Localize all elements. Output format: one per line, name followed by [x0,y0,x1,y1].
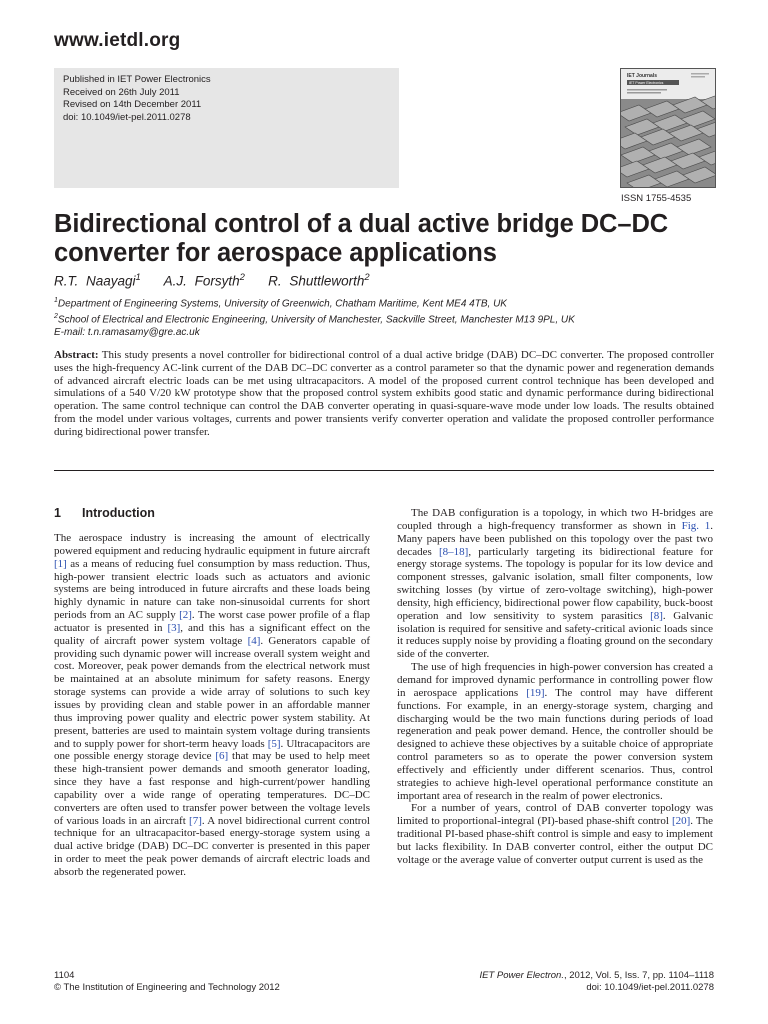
paragraph-text: . The worst case power profile of a flap actuator is presented in [54,609,370,634]
affiliation-1: $^1$Department of Engineering Systems, University of Greenwich, Chatham Maritime, Kent ME4 4TB, UK [54,297,507,310]
reference-link[interactable]: [7] [189,814,202,827]
paragraph-text: . A novel bidirectional current control technique for an ultracapacitor-based energy-storage system using a dual active bridge (DAB) DC–DC converter is presented in this paper in order to meet the peak power demands of aircraft electric loads and absorb the regenerated power. [54,814,370,878]
footer-right [480,970,715,994]
received-date: Received on 26th July 2011 [63,86,180,98]
citation [480,970,715,982]
publication-info-box [54,68,399,188]
author-affiliation-mark: 2 [239,272,245,283]
abstract-text: This study presents a novel controller for bidirectional control of a dual active bridge (DAB) DC–DC converter. The proposed controller uses the high-frequency AC-link current of the DAB DC–DC converter as a control parameter so that the dynamic power and regeneration demands of advanced aircraft electric loads can be met using ultracapacitors. A model of the proposed current control technique has been developed and simulations of a 540 V/20 kW prototype show that the proposed control system exhibits good static and dynamic performance during bidirectional operation. The same control technique can control the DAB converter operating in quasi-square-wave mode under low loads. The results obtained from the model under various voltages, currents and power transients verify converter operation and validate the proposed controller performance during bidirectional power transfer. [54,349,714,438]
paragraph-text: The aerospace industry is increasing the amount of electrically powered equipment and reducing hydraulic equipment in future aircraft [54,532,370,557]
author-email[interactable]: E-mail: t.n.ramasamy@gre.ac.uk [54,327,200,339]
reference-link[interactable]: [1] [54,557,67,570]
paragraph [397,802,713,866]
paragraph-text: . The control may have different functions. For example, in an energy-storage system, charging and discharging would be the two main functions during periods of load regeneration and peak power demand. Hence, the controller should be designed to achieve these objectives by a suitable choice of appropriate control parameters so as to operate the power conversion system effectively and efficiently under different scenarios. Thus, control strategies to achieve high-level operational performance constitute an important area of research in the realm of power electronics. [397,686,713,802]
reference-link[interactable]: [8–18] [438,545,469,558]
reference-link[interactable]: [8] [650,609,663,622]
paragraph-text: , particularly targeting its bidirectional feature for energy storage systems. The topology is popular for its low device and component stresses, galvanic isolation, small filter components, low switching losses (by virtue of zero-voltage switching), high-power density, high efficiency, bidirectional power flow capability, buck-boost operation and low sensitivity to system parasitics [397,545,714,622]
paragraph [54,532,370,879]
author-name: R.T. Naayagi [54,273,136,289]
author-list [54,272,370,289]
section-title: Introduction [82,506,155,520]
reference-link[interactable]: Fig. 1 [681,519,711,532]
paragraph-text: . Galvanic isolation is required for sensitive and safety-critical avionic loads since it reduces supply noise by providing a floating ground on the secondary side of the converter. [397,609,713,661]
article-title: Bidirectional control of a dual active bridge DC–DC converter for aerospace applications [54,210,669,267]
publication-info [63,74,211,124]
footer-left [54,970,280,994]
paragraph-text: . Generators capable of providing such dynamic power will increase overall system weight and cost. Moreover, peak power demands from the electrical network must be maintained at an absolute minimum for safety reasons. Energy storage systems can provide a wide array of solutions to such key issues by providing clean and stable power in an affordable manner thus improving power quality and electric power system stability. At present, batteries are used to maintain system voltage during transients and to supply power for short-term heavy loads [54,634,370,750]
paragraph-text: For a number of years, control of DAB converter topology was limited to proportional-integral (PI)-based phase-shift control [397,802,713,828]
paragraph-text: as a means of reducing fuel consumption by mass reduction. Thus, high-power transient electric loads such as actuators and avionic systems are being introduced in future aircrafts and these loads being highly dynamic in nature can take non-sinusoidal currents for short periods from an AC supply [54,557,370,622]
copyright: © The Institution of Engineering and Technology 2012 [54,982,280,993]
body-column-left [54,532,370,879]
section-heading [54,506,155,520]
paragraph-text: . Ultracapacitors are one possible energy storage device [54,737,370,763]
author-affiliation-mark: 1 [135,272,141,283]
paragraph [397,661,713,802]
published-in: Published in IET Power Electronics [63,74,211,85]
doi-header[interactable]: doi: 10.1049/iet-pel.2011.0278 [63,111,191,123]
affiliations [54,295,575,340]
journal-abbrev: IET Power Electron. [479,970,564,981]
affiliation-2: $^2$School of Electrical and Electronic Engineering, University of Manchester, Sackville Street, Manchester M13 9PL, UK [54,313,575,326]
reference-link[interactable]: [5] [267,737,281,750]
author-name: A.J. Forsyth [163,273,240,289]
page-number: 1104 [54,970,75,981]
issn: ISSN 1755-4535 [621,193,692,204]
journal-cover-image [620,68,716,188]
citation-details: , 2012, Vol. 5, Iss. 7, pp. 1104–1118 [563,970,714,981]
site-url[interactable]: www.ietdl.org [54,30,181,51]
body-column-right [397,507,713,867]
reference-link[interactable]: [3] [167,621,181,634]
reference-link[interactable]: [4] [247,634,261,647]
paragraph-text: , and this has a significant effect on the quality of aircraft power system voltage [54,621,370,647]
reference-link[interactable]: [20] [671,815,691,828]
author-affiliation-mark: 2 [364,272,370,283]
paragraph [397,507,713,661]
paragraph-text: that may be used to help meet these high-transient power demands and smooth generator loading, since they have a fast response and high-current/power handling capability over a wide range of operating temperatures. DC–DC converters are often used to transfer power between the voltage levels of various loads in an aircraft [54,750,370,827]
doi-footer[interactable]: doi: 10.1049/iet-pel.2011.0278 [586,982,714,993]
reference-link[interactable]: [19] [526,686,545,699]
paragraph-text: The DAB configuration is a topology, in which two H-bridges are coupled through a high-frequency transformer as shown in [397,507,713,532]
section-number: 1 [54,506,61,520]
section-divider [54,470,714,471]
revised-date: Revised on 14th December 2011 [63,99,202,111]
paragraph-text: The use of high frequencies in high-power conversion has created a demand for improved dynamic performance in controlling power flow in aerospace applications [397,661,713,699]
cover-illustration [621,69,715,187]
reference-link[interactable]: [6] [215,750,229,763]
cover-journal: IET Power Electronics [629,81,664,85]
cover-brand: IET Journals [627,73,658,79]
reference-link[interactable]: [2] [179,609,192,622]
abstract-label: Abstract: [54,349,99,361]
author-name: R. Shuttleworth [268,273,365,289]
abstract [54,349,714,439]
paragraph-text: . The traditional PI-based phase-shift control is simple and easy to implement but lacks flexibility. In DAB converter control, either the output DC voltage or the average value of converter output current is used as the [397,815,714,866]
paragraph-text: . Many papers have been published on this topology over the past two decades [397,519,713,558]
